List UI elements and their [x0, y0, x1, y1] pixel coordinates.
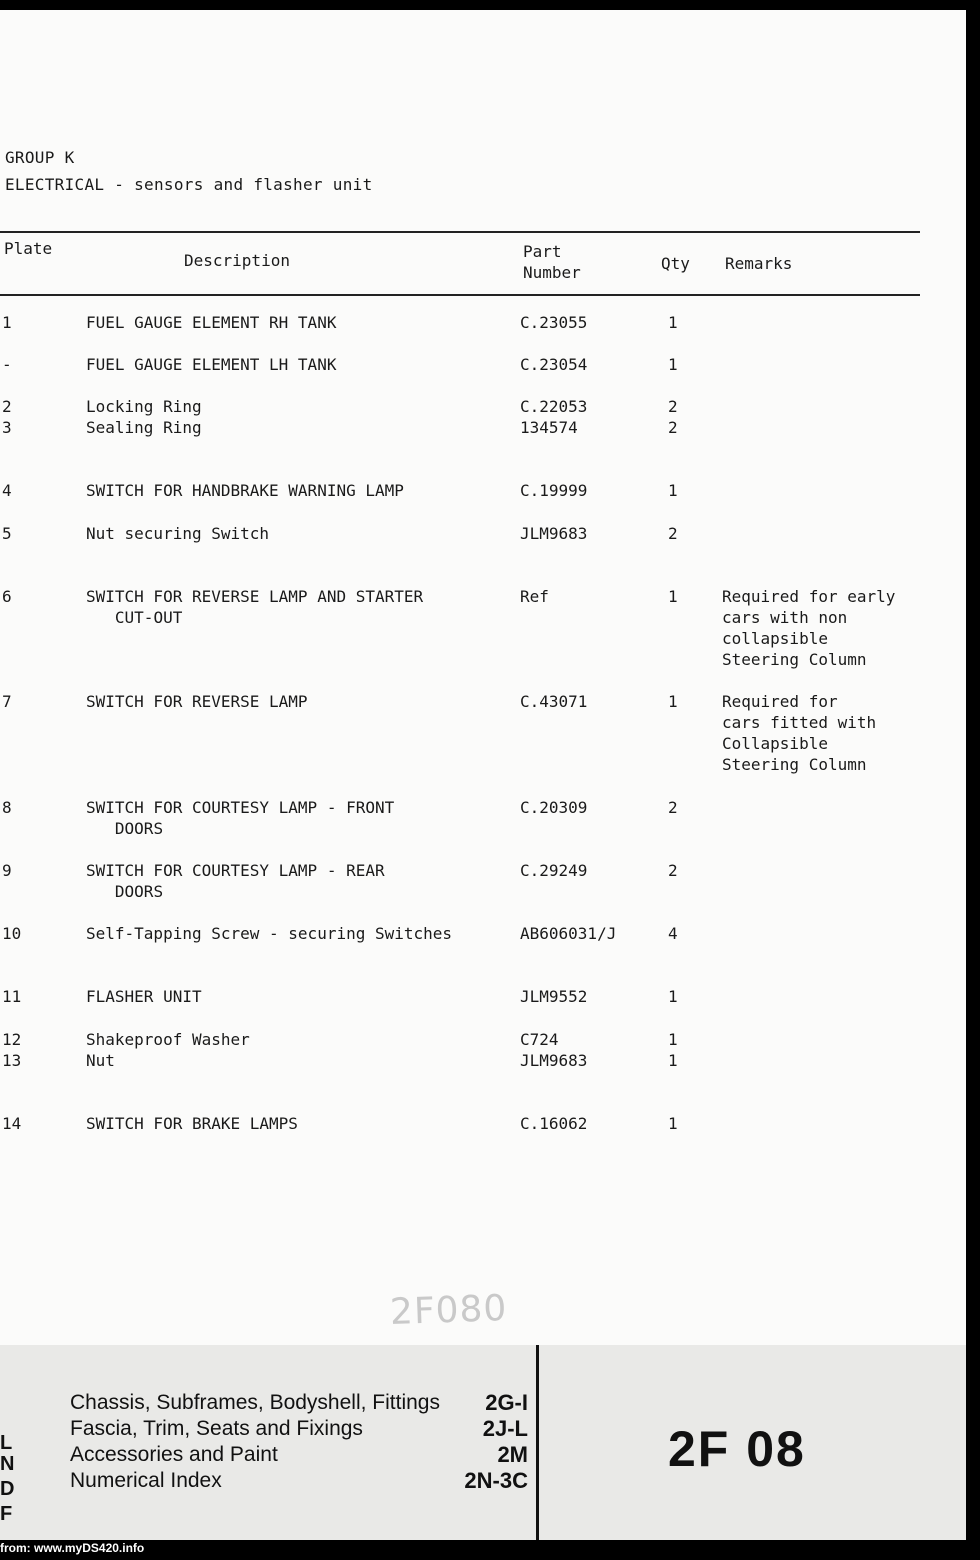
description-cell: SWITCH FOR COURTESY LAMP - REAR DOORS — [86, 861, 385, 901]
part-number-cell: C.23055 — [520, 313, 588, 332]
col-header-remarks: Remarks — [725, 254, 793, 273]
qty-cell: 2 — [668, 418, 678, 437]
part-number-cell: C.43071 — [520, 692, 588, 711]
plate-cell: 4 — [2, 481, 12, 500]
qty-cell: 2 — [668, 397, 678, 416]
description-cell: Self-Tapping Screw - securing Switches — [86, 924, 453, 943]
part-number-cell: JLM9683 — [520, 524, 588, 543]
section-title: ELECTRICAL - sensors and flasher unit — [5, 175, 373, 194]
part-number-cell: C724 — [520, 1030, 559, 1049]
source-credit: from: www.myDS420.info — [0, 1541, 145, 1555]
parts-catalogue-page — [0, 10, 966, 1540]
qty-cell: 4 — [668, 924, 678, 943]
remarks-cell: Required for early cars with non collapsible Steering Column — [722, 587, 896, 669]
description-cell: Locking Ring — [86, 397, 202, 416]
plate-cell: 6 — [2, 587, 12, 606]
qty-cell: 1 — [668, 692, 678, 711]
footer-letter: N — [0, 1453, 15, 1475]
part-number-cell: JLM9552 — [520, 987, 588, 1006]
footer-letter: L — [0, 1432, 13, 1454]
plate-cell: 8 — [2, 798, 12, 817]
footer-index-code: 2N-3C — [464, 1468, 528, 1493]
faded-stamp: 2F080 — [389, 1287, 509, 1334]
plate-cell: 11 — [2, 987, 22, 1006]
part-number-cell: C.29249 — [520, 861, 588, 880]
qty-cell: 1 — [668, 1030, 678, 1049]
table-header-rule — [0, 294, 920, 296]
plate-cell: 12 — [2, 1030, 22, 1049]
qty-cell: 1 — [668, 355, 678, 374]
description-cell: SWITCH FOR REVERSE LAMP — [86, 692, 308, 711]
qty-cell: 2 — [668, 798, 678, 817]
qty-cell: 1 — [668, 1114, 678, 1133]
description-cell: Nut — [86, 1051, 115, 1070]
page-id: 2F 08 — [668, 1421, 806, 1477]
description-cell: SWITCH FOR COURTESY LAMP - FRONT DOORS — [86, 798, 395, 838]
remarks-cell: Required for cars fitted with Collapsible Steering Column — [722, 692, 877, 774]
qty-cell: 1 — [668, 481, 678, 500]
part-number-cell: C.22053 — [520, 397, 588, 416]
col-header-qty: Qty — [661, 254, 690, 273]
description-cell: FUEL GAUGE ELEMENT LH TANK — [86, 355, 337, 374]
footer-index-label: Numerical Index — [70, 1469, 222, 1492]
qty-cell: 1 — [668, 313, 678, 332]
part-number-cell: Ref — [520, 587, 549, 606]
footer-index-label: Fascia, Trim, Seats and Fixings — [70, 1417, 363, 1440]
description-cell: SWITCH FOR HANDBRAKE WARNING LAMP — [86, 481, 404, 500]
description-cell: SWITCH FOR REVERSE LAMP AND STARTER CUT-OUT — [86, 587, 424, 627]
qty-cell: 2 — [668, 524, 678, 543]
description-cell: SWITCH FOR BRAKE LAMPS — [86, 1114, 298, 1133]
plate-cell: 7 — [2, 692, 12, 711]
plate-cell: 1 — [2, 313, 12, 332]
footer-index-code: 2J-L — [482, 1416, 528, 1441]
col-header-description: Description — [184, 251, 290, 270]
part-number-cell: C.23054 — [520, 355, 588, 374]
description-cell: Nut securing Switch — [86, 524, 270, 543]
description-cell: FLASHER UNIT — [86, 987, 202, 1006]
plate-cell: 5 — [2, 524, 12, 543]
footer-divider — [536, 1345, 539, 1540]
col-header-part-line2: Number — [523, 263, 581, 282]
plate-cell: 9 — [2, 861, 12, 880]
footer-letter: F — [0, 1503, 13, 1525]
qty-cell: 1 — [668, 987, 678, 1006]
footer-index-code: 2M — [497, 1442, 528, 1467]
part-number-cell: AB606031/J — [520, 924, 617, 943]
part-number-cell: C.20309 — [520, 798, 588, 817]
plate-cell: 13 — [2, 1051, 22, 1070]
qty-cell: 2 — [668, 861, 678, 880]
part-number-cell: JLM9683 — [520, 1051, 588, 1070]
part-number-cell: 134574 — [520, 418, 578, 437]
footer-index-label: Accessories and Paint — [70, 1443, 278, 1466]
part-number-cell: C.16062 — [520, 1114, 588, 1133]
description-cell: Shakeproof Washer — [86, 1030, 250, 1049]
footer-letter: D — [0, 1478, 15, 1500]
plate-cell: 3 — [2, 418, 12, 437]
col-header-part-line1: Part — [523, 242, 562, 261]
description-cell: Sealing Ring — [86, 418, 202, 437]
description-cell: FUEL GAUGE ELEMENT RH TANK — [86, 313, 337, 332]
footer-index-panel — [0, 1345, 966, 1540]
plate-cell: 10 — [2, 924, 22, 943]
footer-index-code: 2G-I — [485, 1390, 528, 1415]
col-header-plate: Plate — [4, 239, 53, 258]
part-number-cell: C.19999 — [520, 481, 588, 500]
plate-cell: - — [2, 355, 12, 374]
plate-cell: 14 — [2, 1114, 22, 1133]
qty-cell: 1 — [668, 1051, 678, 1070]
qty-cell: 1 — [668, 587, 678, 606]
footer-index-label: Chassis, Subframes, Bodyshell, Fittings — [70, 1391, 440, 1414]
group-title: GROUP K — [5, 148, 75, 167]
table-top-rule — [0, 231, 920, 233]
plate-cell: 2 — [2, 397, 12, 416]
